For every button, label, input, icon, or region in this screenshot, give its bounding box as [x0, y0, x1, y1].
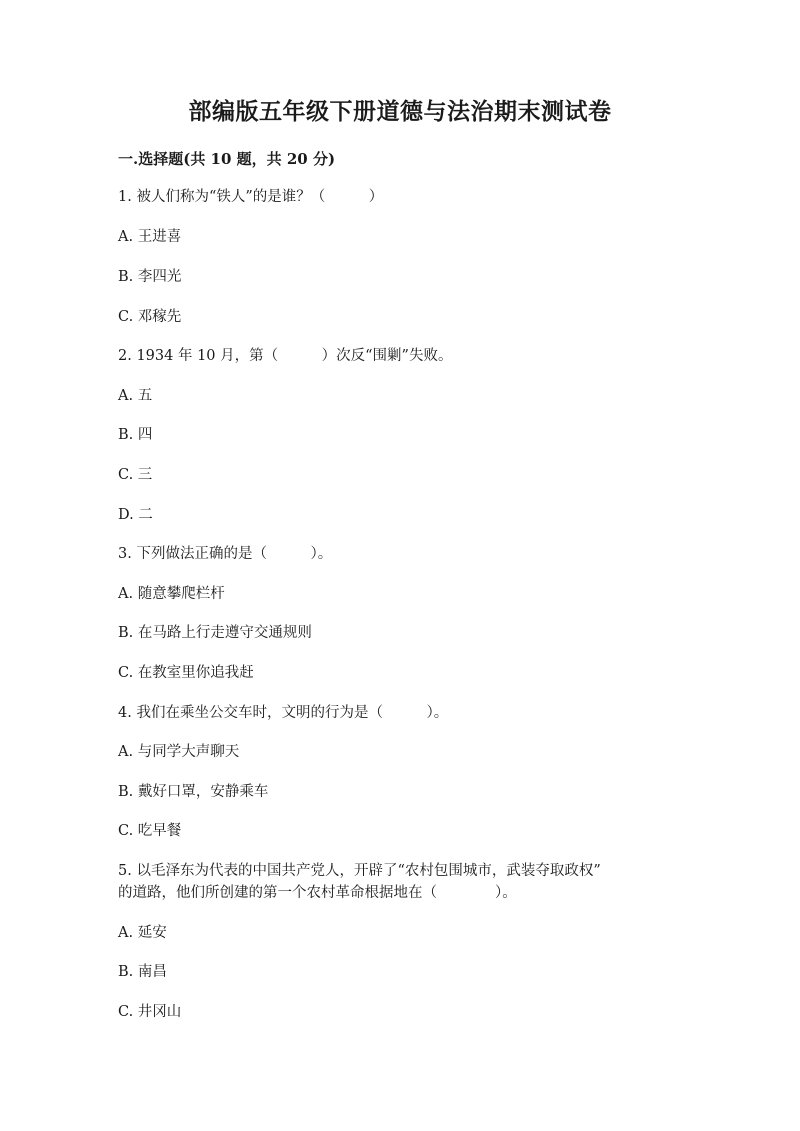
question-3-option-b: B. 在马路上行走遵守交通规则: [118, 625, 312, 641]
question-3-option-a: A. 随意攀爬栏杆: [118, 586, 225, 602]
exam-title: 部编版五年级下册道德与法治期末测试卷: [188, 98, 612, 125]
question-4-stem: 4. 我们在乘坐公交车时，文明的行为是（ ）。: [118, 705, 449, 721]
question-2-option-d: D. 二: [118, 507, 153, 523]
question-5-option-c: C. 井冈山: [118, 1004, 182, 1020]
question-4-option-a: A. 与同学大声聊天: [118, 744, 240, 760]
question-2-option-a: A. 五: [118, 388, 153, 404]
question-2-option-c: C. 三: [118, 467, 153, 483]
question-5-stem-line-2: 的道路，他们所创建的第一个农村革命根据地在（ ）。: [118, 885, 517, 901]
question-1-option-c: C. 邓稼先: [118, 309, 182, 325]
question-4-option-b: B. 戴好口罩，安静乘车: [118, 784, 269, 800]
question-3-stem: 3. 下列做法正确的是（ ）。: [118, 546, 333, 562]
question-5-stem-line-1: 5. 以毛泽东为代表的中国共产党人，开辟了“农村包围城市，武装夺取政权”: [118, 863, 601, 879]
question-1-option-a: A. 王进喜: [118, 229, 182, 245]
question-1-option-b: B. 李四光: [118, 269, 182, 285]
question-4-option-c: C. 吃早餐: [118, 823, 182, 839]
question-2-stem: 2. 1934 年 10 月，第（ ）次反“围剿”失败。: [118, 348, 453, 364]
question-3-option-c: C. 在教室里你追我赶: [118, 665, 254, 681]
section-heading: 一.选择题(共 10 题，共 20 分): [118, 150, 336, 168]
question-5-option-a: A. 延安: [118, 925, 167, 941]
question-5-option-b: B. 南昌: [118, 964, 167, 980]
question-1-stem: 1. 被人们称为“铁人”的是谁？（ ）: [118, 189, 384, 205]
question-2-option-b: B. 四: [118, 427, 153, 443]
